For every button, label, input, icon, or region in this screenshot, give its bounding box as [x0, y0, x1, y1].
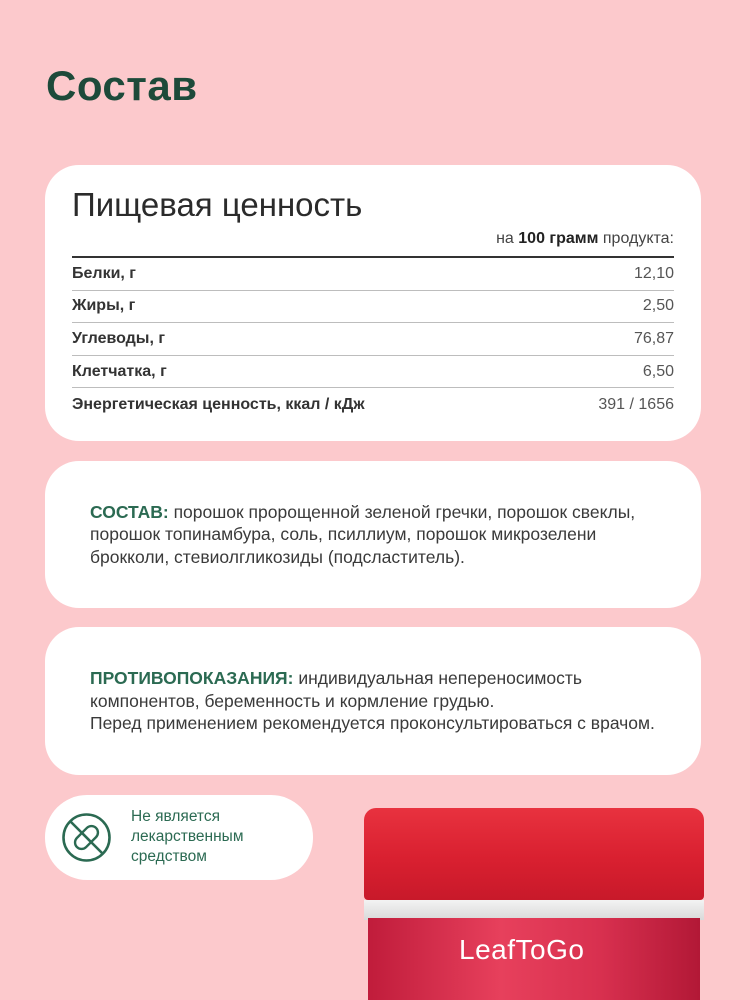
nutrition-card [45, 165, 701, 441]
nutrition-value: 76,87 [633, 329, 674, 347]
per-amount: 100 грамм [518, 230, 599, 247]
nutrition-value: 2,50 [642, 297, 674, 315]
nutrition-label: Клетчатка, г [72, 362, 167, 380]
contraindications-body: индивидуальная непереносимость компонентов, беременность и кормление грудью. [90, 668, 583, 711]
badge-line: средством [131, 848, 207, 865]
composition-label: СОСТАВ: [90, 501, 169, 522]
contraindications-card [45, 627, 701, 775]
not-medicine-badge [45, 795, 313, 880]
product-jar [364, 808, 704, 1000]
badge-line: лекарственным [131, 828, 244, 845]
nutrition-table [72, 256, 674, 421]
nutrition-row [72, 356, 674, 389]
badge-line: Не является [131, 808, 221, 825]
composition-card [45, 461, 701, 608]
composition-text [90, 501, 656, 569]
nutrition-title: Пищевая ценность [72, 186, 363, 223]
nutrition-value: 12,10 [633, 264, 674, 282]
contraindications-label: ПРОТИВОПОКАЗАНИЯ: [90, 668, 294, 689]
composition-body: порошок пророщенной зеленой гречки, порошок свеклы, порошок топинамбура, соль, псиллиум, порошок микрозелени брокколи, стевиолгликозиды (подсластитель). [90, 501, 636, 567]
no-pill-icon [60, 811, 113, 864]
jar-lid [364, 808, 704, 900]
contraindications-text [90, 667, 656, 735]
nutrition-row [72, 323, 674, 356]
badge-text [131, 807, 301, 867]
per-prefix: на [496, 230, 514, 247]
nutrition-per-amount [496, 230, 674, 248]
nutrition-row [72, 258, 674, 291]
nutrition-label: Белки, г [72, 264, 136, 282]
nutrition-row [72, 291, 674, 324]
brand-logo: LeafToGo [459, 934, 585, 965]
jar-lid-ring [364, 900, 704, 920]
nutrition-label: Энергетическая ценность, ккал / кДж [72, 395, 365, 413]
page-title: Состав [46, 62, 198, 109]
nutrition-value: 6,50 [642, 362, 674, 380]
nutrition-label: Углеводы, г [72, 329, 166, 347]
nutrition-row [72, 388, 674, 421]
nutrition-label: Жиры, г [72, 297, 136, 315]
nutrition-value: 391 / 1656 [598, 395, 674, 413]
contraindications-advice: Перед применением рекомендуется проконсультироваться с врачом. [90, 713, 655, 734]
per-suffix: продукта: [602, 230, 674, 247]
